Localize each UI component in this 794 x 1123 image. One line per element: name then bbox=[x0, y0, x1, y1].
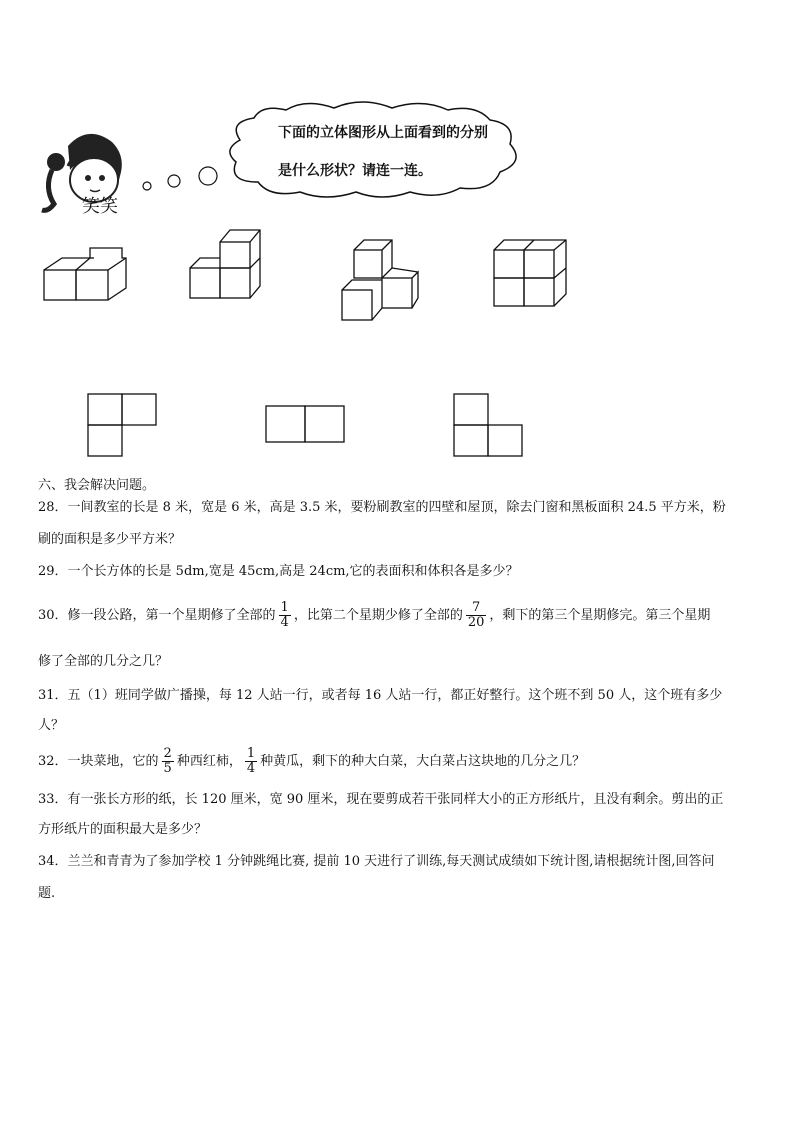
character-name: 笑笑 bbox=[82, 196, 118, 217]
question-30-line1 bbox=[38, 598, 710, 634]
top-view-shape-3 bbox=[452, 392, 526, 458]
question-33-line2: 方形纸片的面积最大是多少？ bbox=[38, 822, 208, 837]
q30-fraction-1 bbox=[279, 601, 291, 630]
q30-fraction-2 bbox=[466, 601, 487, 630]
q30-text-3: ，剩下的第三个星期修完。第三个星期 bbox=[489, 608, 711, 623]
question-30-line2: 修了全部的几分之几？ bbox=[38, 654, 169, 669]
q30-text-1: 30．修一段公路，第一个星期修了全部的 bbox=[38, 608, 276, 623]
solid-figure-1 bbox=[40, 244, 130, 304]
question-34-line2: 题. bbox=[38, 886, 56, 901]
q30-frac1-numerator: 1 bbox=[280, 600, 289, 615]
q32-frac1-denominator: 5 bbox=[163, 761, 172, 776]
solid-figure-2 bbox=[186, 226, 266, 302]
solid-figure-3 bbox=[338, 236, 424, 326]
q32-fraction-2 bbox=[245, 747, 257, 776]
q32-text-1: 32．一块菜地，它的 bbox=[38, 754, 159, 769]
q32-text-3: 种黄瓜，剩下的种大白菜，大白菜占这块地的几分之几？ bbox=[260, 754, 586, 769]
q32-frac2-denominator: 4 bbox=[246, 761, 256, 776]
question-33-line1: 33．有一张长方形的纸，长 120 厘米，宽 90 厘米，现在要剪成若干张同样大小的正方形纸片，且没有剩余。剪出的正 bbox=[38, 792, 724, 807]
q30-frac1-denominator: 4 bbox=[280, 615, 289, 630]
question-34-line1: 34．兰兰和青青为了参加学校 1 分钟跳绳比赛, 提前 10 天进行了训练,每天测试成绩如下统计图,请根据统计图,回答问 bbox=[38, 854, 715, 869]
question-32 bbox=[38, 744, 585, 780]
bubble-text-line1: 下面的立体图形从上面看到的分别 bbox=[278, 125, 488, 141]
q30-frac2-denominator: 20 bbox=[467, 615, 485, 630]
thought-bubble bbox=[130, 100, 580, 200]
q32-frac2-numerator: 1 bbox=[246, 746, 256, 761]
solid-figure-4 bbox=[490, 236, 570, 310]
q32-frac1-numerator: 2 bbox=[163, 746, 172, 761]
question-29: 29．一个长方体的长是 5dm,宽是 45cm,高是 24cm,它的表面积和体积各是多少？ bbox=[38, 564, 519, 579]
question-28-line1: 28．一间教室的长是 8 米，宽是 6 米，高是 3.5 米，要粉刷教室的四壁和屋顶，除去门窗和黑板面积 24.5 平方米，粉 bbox=[38, 500, 726, 515]
q30-text-2: ，比第二个星期少修了全部的 bbox=[293, 608, 463, 623]
q32-text-2: 种西红柿， bbox=[176, 754, 242, 769]
question-28-line2: 刷的面积是多少平方米？ bbox=[38, 532, 182, 547]
bubble-text-line2: 是什么形状？请连一连。 bbox=[278, 163, 432, 179]
question-31-line1: 31．五（1）班同学做广播操，每 12 人站一行，或者每 16 人站一行，都正好整行。这个班不到 50 人，这个班有多少 bbox=[38, 688, 723, 703]
top-view-shape-1 bbox=[86, 392, 158, 458]
question-31-line2: 人？ bbox=[38, 718, 65, 733]
section-title: 六、我会解决问题。 bbox=[38, 478, 156, 493]
top-view-shape-2 bbox=[264, 404, 348, 444]
q30-frac2-numerator: 7 bbox=[466, 601, 487, 616]
q32-fraction-1 bbox=[162, 747, 174, 776]
